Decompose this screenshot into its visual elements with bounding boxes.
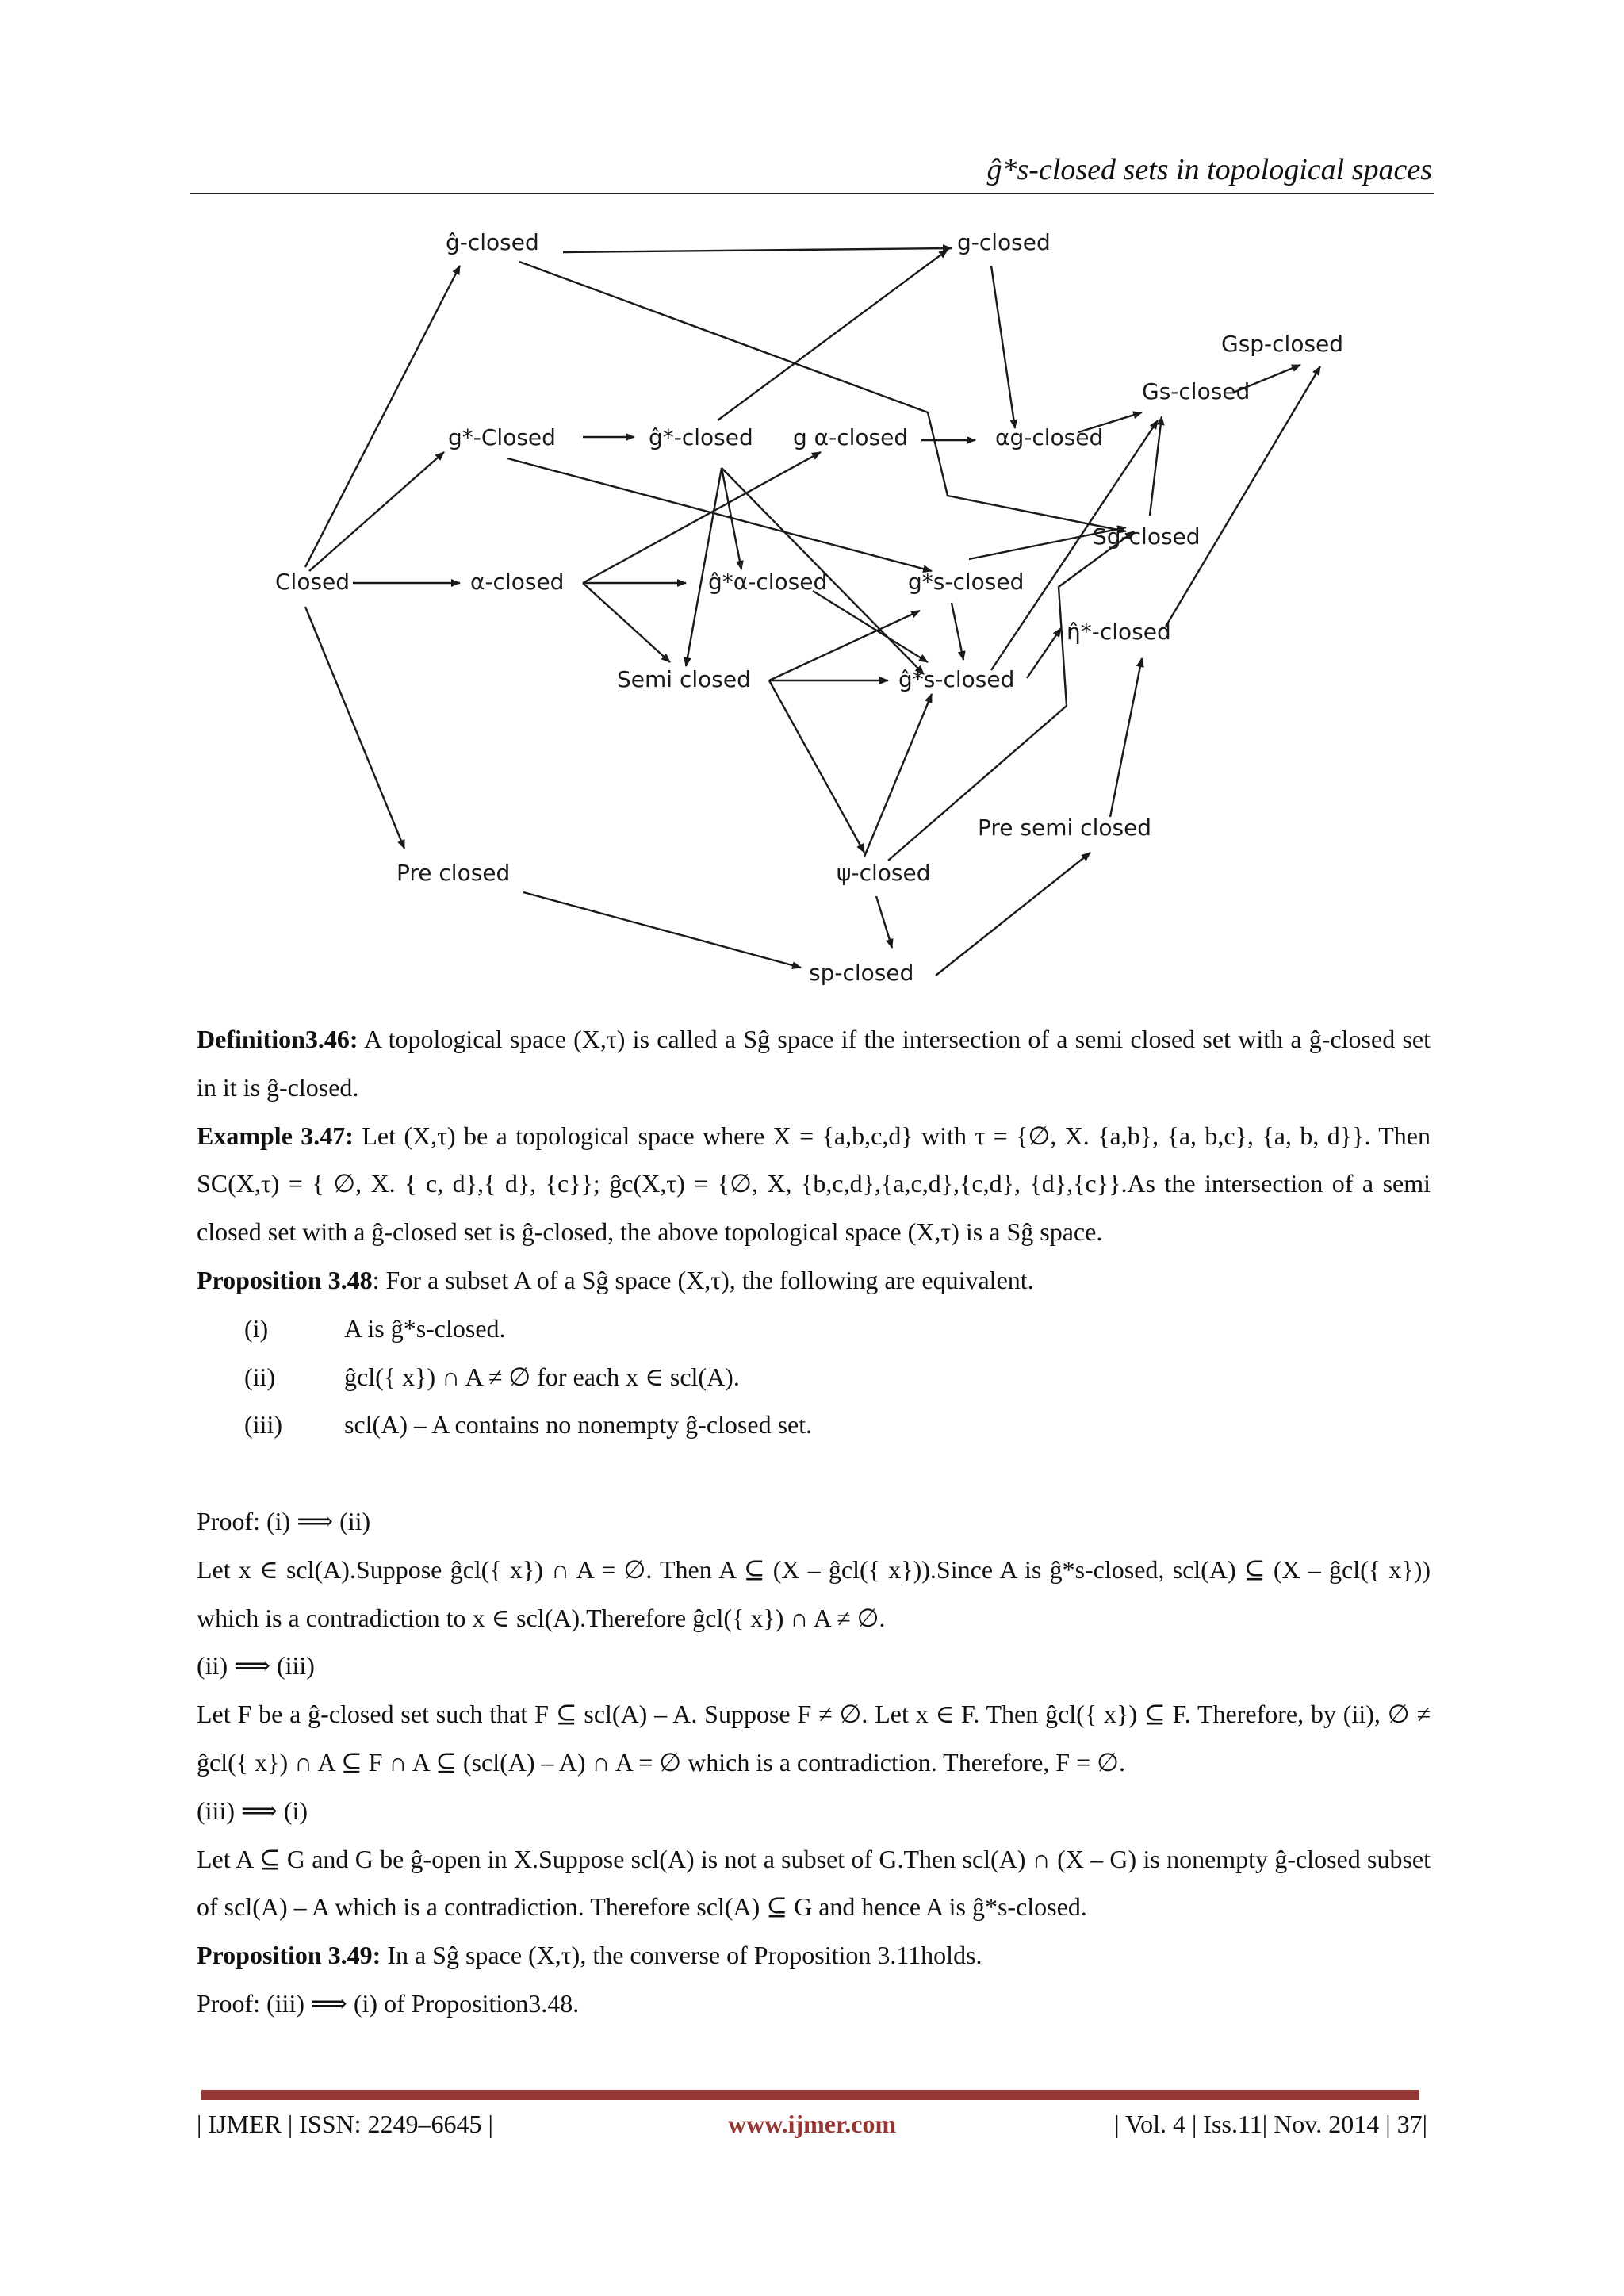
list-item: (ii) ĝcl({ x}) ∩ A ≠ ∅ for each x ∈ scl(A). xyxy=(244,1362,740,1391)
node-ghat-closed: ĝ-closed xyxy=(446,229,539,255)
running-head: ĝ*s-closed sets in topological spaces xyxy=(986,153,1432,186)
edge-psi-to-sp xyxy=(876,896,892,948)
edge-alpha-to-semi xyxy=(583,583,670,662)
node-ghatstaralpha-closed: ĝ*α-closed xyxy=(708,569,828,595)
implication-diagram xyxy=(0,0,1624,999)
node-gs-closed: Gs-closed xyxy=(1142,378,1251,404)
proof-1-text: Let x ∈ scl(A).Suppose ĝcl({ x}) ∩ A = ∅. Then A ⊆ (X – ĝcl({ x})).Since A is ĝ*s-closed, scl(A) ⊆ (X – ĝcl({ x})) which is a contradiction to x ∈ scl(A).Therefore ĝcl({ x}) ∩ A ≠ ∅. xyxy=(197,1554,1431,1632)
proof-3-49: Proof: (iii) ⟹ (i) of Proposition3.48. xyxy=(197,1988,580,2018)
edge-ghatstar-to-g xyxy=(718,250,948,420)
edge-closed-to-ghat xyxy=(305,266,460,567)
footer-website-link[interactable]: www.ijmer.com xyxy=(728,2110,897,2138)
definition-3-46: Definition3.46: A topological space (X,τ) is called a Sĝ space if the intersection of a semi closed set with a ĝ-closed set in it is ĝ-closed. xyxy=(197,1025,1431,1102)
edge-ghatstar-to-semi xyxy=(686,468,722,666)
edge-ghatstars-to-etahat xyxy=(1027,628,1061,678)
node-closed: Closed xyxy=(275,569,350,595)
proof-2-heading: (ii) ⟹ (iii) xyxy=(197,1651,315,1681)
node-alphag-closed: αg-closed xyxy=(995,424,1104,450)
proof-1-heading: Proof: (i) ⟹ (ii) xyxy=(197,1506,371,1535)
proposition-3-49: Proposition 3.49: In a Sĝ space (X,τ), the converse of Proposition 3.11holds. xyxy=(197,1941,982,1970)
list-item: (i) A is ĝ*s-closed. xyxy=(244,1313,506,1343)
footer-volume: | Vol. 4 | Iss.11| Nov. 2014 | 37| xyxy=(1114,2110,1427,2138)
edge-alpha-to-galpha xyxy=(583,452,821,583)
node-ghatstar-closed: ĝ*-closed xyxy=(649,424,753,450)
node-psi-closed: ψ-closed xyxy=(837,860,931,886)
node-pre-semi-closed: Pre semi closed xyxy=(978,815,1152,841)
edge-g-to-alphag xyxy=(991,266,1015,428)
proposition-3-48: Proposition 3.48: For a subset A of a Sĝ space (X,τ), the following are equivalent. xyxy=(197,1265,1034,1294)
proof-3-text: Let A ⊆ G and G be ĝ-open in X.Suppose scl(A) is not a subset of G.Then scl(A) ∩ (X – G) is nonempty ĝ-closed subset of scl(A) – A which is a contradiction. Therefore scl(A) ⊆ G and hence A is ĝ*s-closed. xyxy=(197,1844,1431,1922)
edge-semi-to-psi xyxy=(769,680,864,853)
node-g-closed: g-closed xyxy=(957,229,1051,255)
node-semi-closed: Semi closed xyxy=(617,666,751,692)
node-gstar-closed: g*-Closed xyxy=(448,424,556,450)
edge-sp-to-presemi xyxy=(936,853,1090,976)
body-text xyxy=(197,1015,1431,2028)
proof-2-text: Let F be a ĝ-closed set such that F ⊆ scl(A) – A. Suppose F ≠ ∅. Let x ∈ F. Then ĝcl({ x}) ⊆ F. Therefore, by (ii), ∅ ≠ ĝcl({ x}) ∩ A ⊆ F ∩ A ⊆ (scl(A) – A) ∩ A = ∅ which is a contradiction. Therefore, F = ∅. xyxy=(197,1700,1431,1777)
footer-rule xyxy=(201,2090,1419,2100)
node-pre-closed: Pre closed xyxy=(396,860,511,886)
edge-ghat-to-sg xyxy=(519,262,1126,531)
list-item: (iii) scl(A) – A contains no nonempty ĝ-closed set. xyxy=(244,1410,813,1439)
node-gsp-closed: Gsp-closed xyxy=(1221,331,1344,357)
edge-presemi-to-etahat xyxy=(1110,658,1142,817)
edge-pre-to-sp xyxy=(523,892,801,968)
edge-closed-to-pre xyxy=(305,607,404,849)
node-alpha-closed: α-closed xyxy=(470,569,565,595)
node-etahatstar-closed: η̂*-closed xyxy=(1067,619,1171,645)
node-gstars-closed: g*s-closed xyxy=(908,569,1025,595)
edge-etahat-to-gsp xyxy=(1166,366,1320,627)
footer-journal: | IJMER | ISSN: 2249–6645 | xyxy=(197,2110,493,2138)
edge-gstars-to-ghatstars xyxy=(952,603,963,660)
proof-3-heading: (iii) ⟹ (i) xyxy=(197,1796,308,1825)
node-sp-closed: sp-closed xyxy=(809,960,914,986)
edge-ghat-to-g xyxy=(563,248,952,252)
node-galpha-closed: g α-closed xyxy=(793,424,909,450)
example-3-47: Example 3.47: Let (X,τ) be a topological space where X = {a,b,c,d} with τ = {∅, X. {a,b}, {a, b,c}, {a, b, d}}. Then SC(X,τ) = { ∅, X. { c, d},{ d}, {c}}; ĝc(X,τ) = {∅, X, {b,c,d},{a,c,d},{c,d}, {d},{c}}.As the intersection of a semi closed set with a ĝ-closed set is ĝ-closed, the above topological space (X,τ) is a Sĝ space. xyxy=(197,1121,1431,1247)
edge-ghatstar-to-ghatstaralpha xyxy=(722,468,741,569)
edge-closed-to-gstar xyxy=(309,452,444,571)
edge-semi-to-gstars xyxy=(769,611,920,680)
node-ghatstars-closed: ĝ*s-closed xyxy=(898,666,1015,692)
node-sg-closed: Sg-closed xyxy=(1093,523,1201,550)
